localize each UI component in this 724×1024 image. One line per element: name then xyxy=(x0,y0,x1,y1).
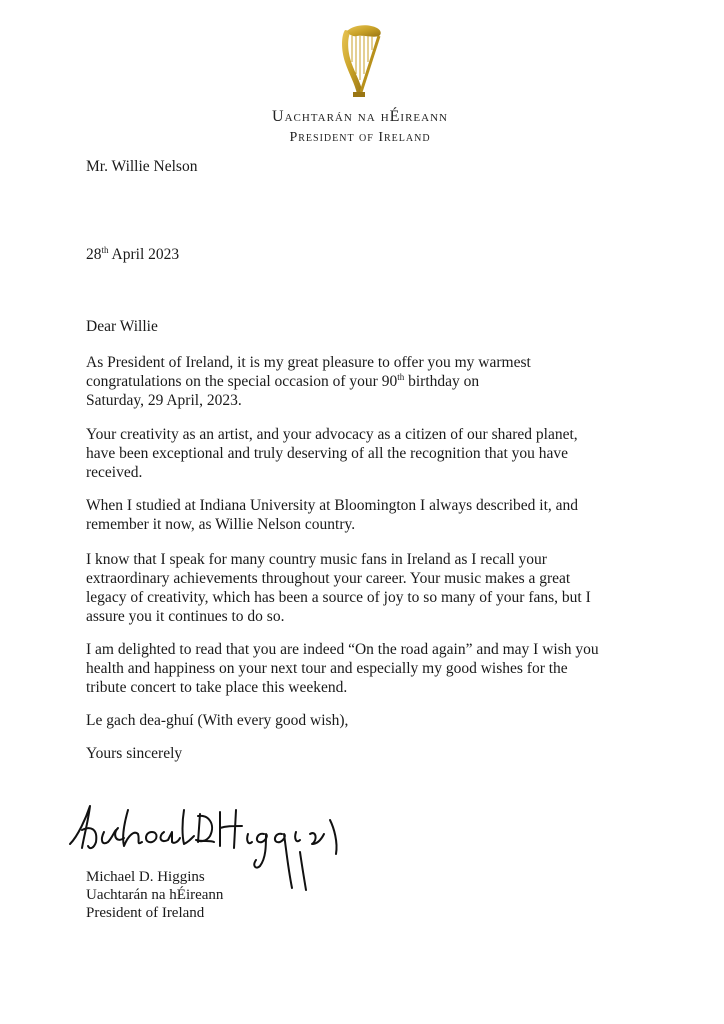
blessing: Le gach dea-ghuí (With every good wish), xyxy=(86,712,349,729)
letterhead-title-english: President of Ireland xyxy=(289,130,431,145)
paragraph-2-line: Your creativity as an artist, and your advocacy as a citizen of our shared planet, xyxy=(86,426,578,443)
harp-emblem-icon xyxy=(335,22,385,98)
signatory-title-english: President of Ireland xyxy=(86,905,205,921)
paragraph-1-pre: congratulations on the special occasion of your 90 xyxy=(86,373,398,390)
paragraph-2-line: have been exceptional and truly deserving of all the recognition that you have xyxy=(86,445,569,462)
paragraph-3-line: When I studied at Indiana University at Bloomington I always described it, and xyxy=(86,497,579,514)
recipient: Mr. Willie Nelson xyxy=(86,158,198,175)
closing: Yours sincerely xyxy=(86,745,183,762)
date-day: 28 xyxy=(86,246,102,263)
paragraph-1-sup: th xyxy=(397,371,405,382)
date-suffix: th xyxy=(101,244,109,255)
paragraph-5-line: I am delighted to read that you are indeed “On the road again” and may I wish you xyxy=(86,641,599,658)
letterhead-title-irish: Uachtarán na hÉireann xyxy=(272,108,448,125)
paragraph-1-line: As President of Ireland, it is my great pleasure to offer you my warmest xyxy=(86,354,531,371)
paragraph-2-line: received. xyxy=(86,464,143,481)
paragraph-4-line: I know that I speak for many country music fans in Ireland as I recall your xyxy=(86,551,547,568)
paragraph-1-line xyxy=(86,373,479,391)
signatory-title-irish: Uachtarán na hÉireann xyxy=(86,887,224,903)
paragraph-1-post: birthday on xyxy=(404,373,480,390)
paragraph-4-line: extraordinary achievements throughout your career. Your music makes a great xyxy=(86,570,571,587)
signatory-name: Michael D. Higgins xyxy=(86,869,205,885)
paragraph-4-line: assure you it continues to do so. xyxy=(86,608,285,625)
paragraph-4-line: legacy of creativity, which has been a source of joy to so many of your fans, but I xyxy=(86,589,591,606)
letter-date xyxy=(86,246,179,264)
date-rest: April 2023 xyxy=(108,246,180,263)
paragraph-5-line: health and happiness on your next tour and especially my good wishes for the xyxy=(86,660,568,677)
paragraph-1-line: Saturday, 29 April, 2023. xyxy=(86,392,242,409)
salutation: Dear Willie xyxy=(86,318,158,335)
paragraph-5-line: tribute concert to take place this weekend. xyxy=(86,679,348,696)
paragraph-3-line: remember it now, as Willie Nelson country. xyxy=(86,516,356,533)
